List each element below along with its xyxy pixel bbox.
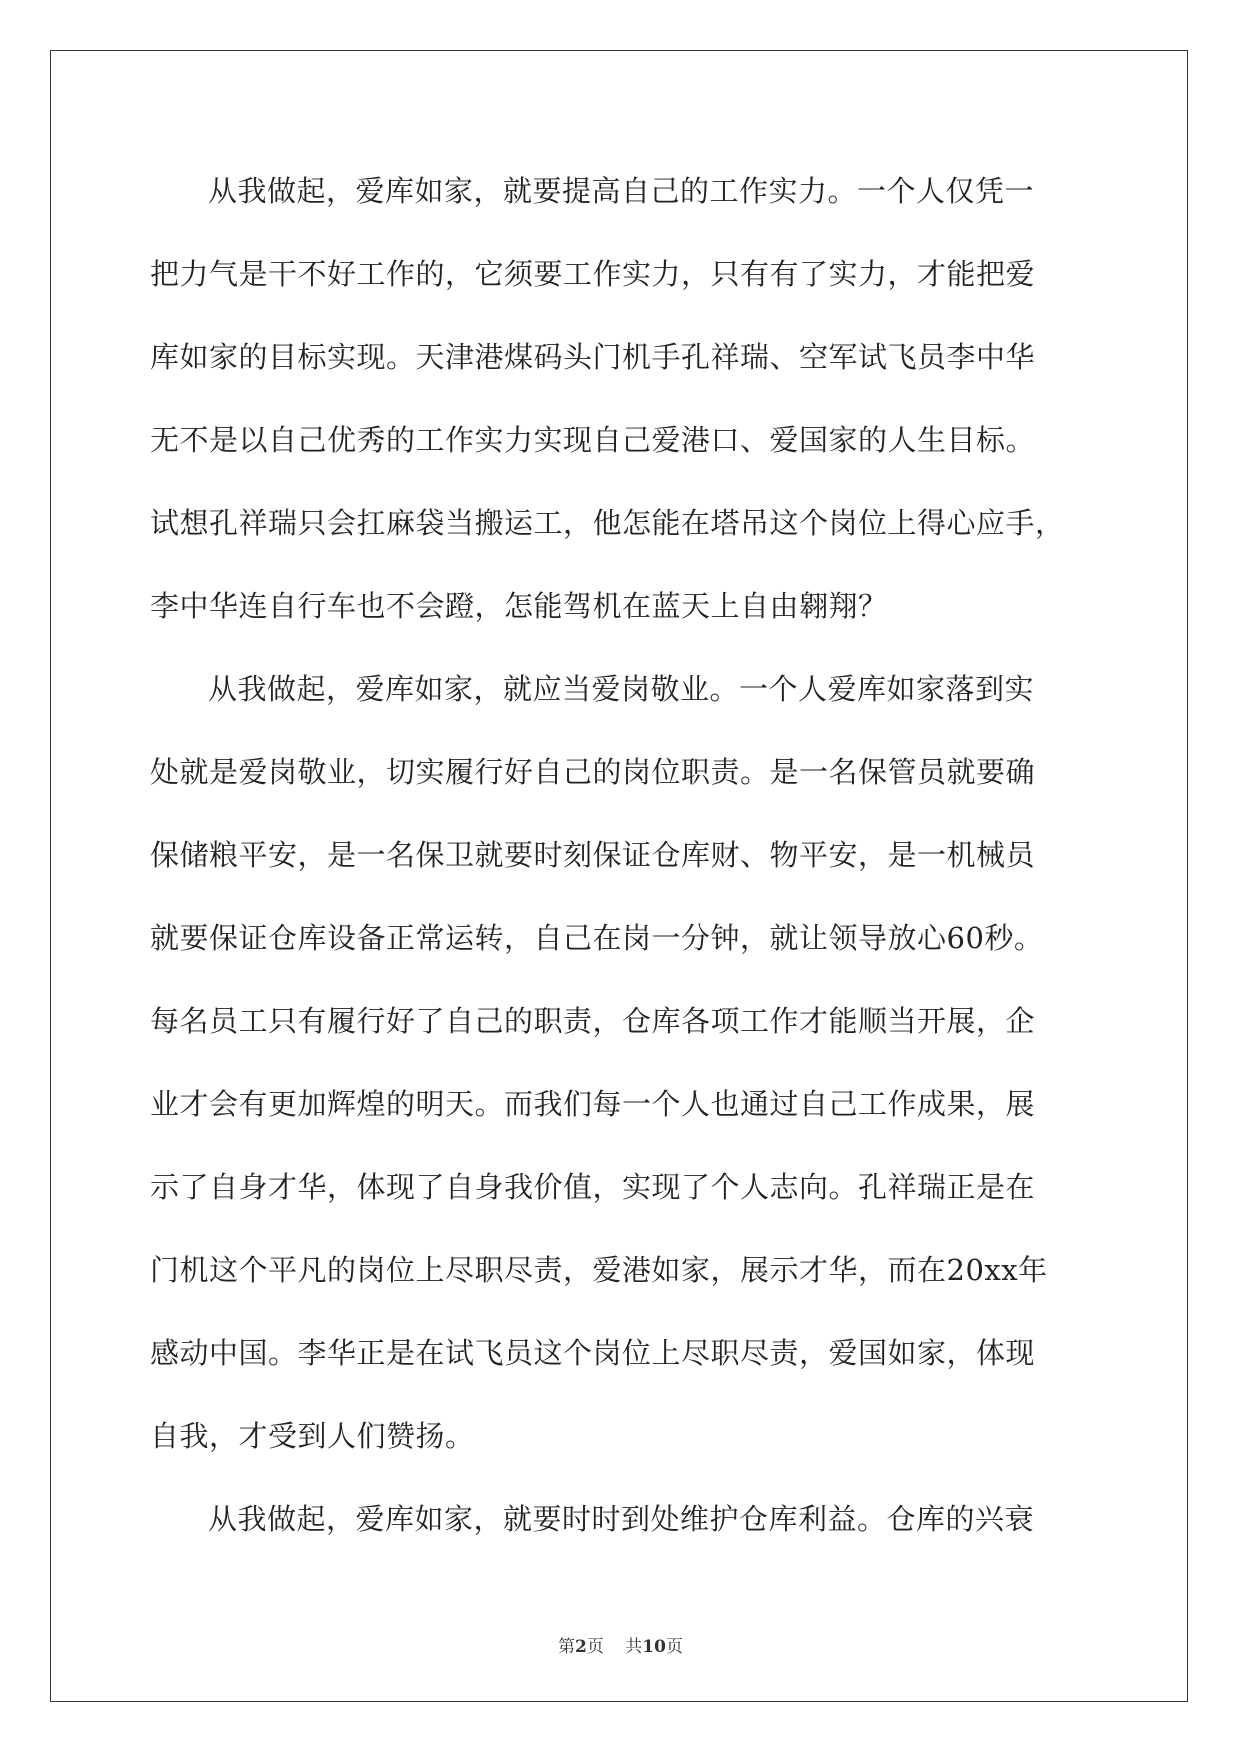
paragraph-line: 示了自身才华，体现了自身我价值，实现了个人志向。孔祥瑞正是在 [150, 1170, 1036, 1204]
page-prefix: 第 [558, 1637, 576, 1657]
total-suffix: 页 [665, 1637, 683, 1657]
page-suffix: 页 [586, 1637, 604, 1657]
paragraph-line: 感动中国。李华正是在试飞员这个岗位上尽职尽责，爱国如家，体现 [150, 1336, 1036, 1370]
paragraph-line: 自我，才受到人们赞扬。 [150, 1419, 475, 1453]
page-footer [0, 1632, 1241, 1657]
page-number-label [558, 1637, 604, 1657]
paragraph-line: 无不是以自己优秀的工作实力实现自己爱港口、爱国家的人生目标。 [150, 423, 1036, 457]
paragraph-line: 就要保证仓库设备正常运转，自己在岗一分钟，就让领导放心60秒。 [150, 921, 1044, 955]
paragraph-line: 门机这个平凡的岗位上尽职尽责，爱港如家，展示才华，而在20xx年 [150, 1253, 1048, 1287]
paragraph-line: 处就是爱岗敬业，切实履行好自己的岗位职责。是一名保管员就要确 [150, 755, 1036, 789]
paragraph-line: 从我做起，爱库如家，就要时时到处维护仓库利益。仓库的兴衰 [208, 1502, 1035, 1536]
paragraph-line: 试想孔祥瑞只会扛麻袋当搬运工，他怎能在塔吊这个岗位上得心应手， [150, 506, 1065, 540]
paragraph-line: 把力气是干不好工作的，它须要工作实力，只有有了实力，才能把爱 [150, 257, 1036, 291]
document-body [150, 160, 1090, 1571]
paragraph-line: 从我做起，爱库如家，就要提高自己的工作实力。一个人仅凭一 [208, 174, 1035, 208]
paragraph-line: 业才会有更加辉煌的明天。而我们每一个人也通过自己工作成果，展 [150, 1087, 1036, 1121]
total-pages-label [625, 1637, 683, 1657]
page-number: 2 [575, 1637, 587, 1657]
paragraph-line: 保储粮平安，是一名保卫就要时刻保证仓库财、物平安，是一机械员 [150, 838, 1036, 872]
total-pages: 10 [642, 1637, 666, 1657]
paragraph-line: 每名员工只有履行好了自己的职责，仓库各项工作才能顺当开展，企 [150, 1004, 1036, 1038]
total-prefix: 共 [625, 1637, 643, 1657]
paragraph-line: 库如家的目标实现。天津港煤码头门机手孔祥瑞、空军试飞员李中华 [150, 340, 1036, 374]
paragraph-line: 从我做起，爱库如家，就应当爱岗敬业。一个人爱库如家落到实 [208, 672, 1035, 706]
paragraph-line: 李中华连自行车也不会蹬，怎能驾机在蓝天上自由翱翔？ [150, 589, 888, 623]
